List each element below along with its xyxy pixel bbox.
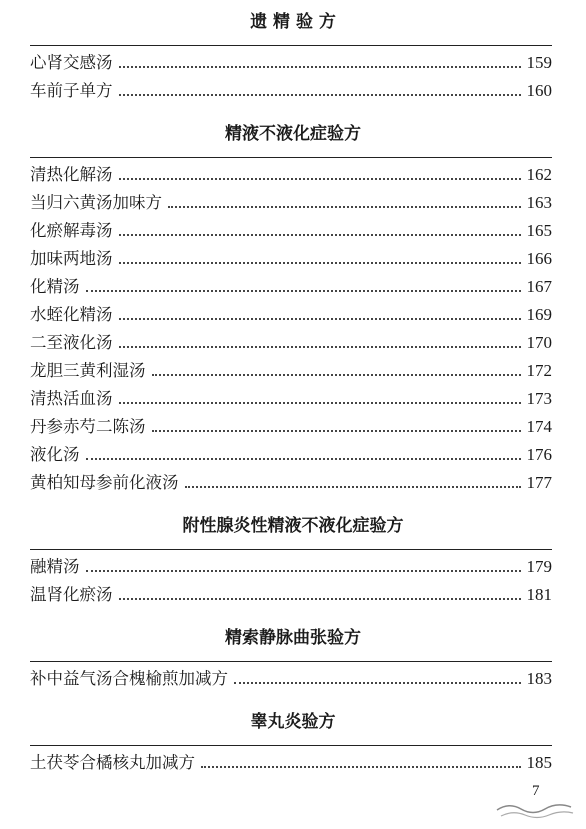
section-title: 附性腺炎性精液不液化症验方 bbox=[182, 516, 404, 536]
toc-entry[interactable] bbox=[30, 302, 552, 328]
entry-page: 169 bbox=[526, 305, 552, 324]
toc-entry[interactable] bbox=[30, 190, 552, 216]
entry-title: 化精汤 bbox=[30, 277, 80, 296]
entry-title: 心肾交感汤 bbox=[30, 53, 113, 72]
dot-leader bbox=[119, 66, 521, 68]
dot-leader bbox=[119, 598, 521, 600]
entry-page: 176 bbox=[526, 445, 552, 464]
dot-leader bbox=[152, 430, 521, 432]
dot-leader bbox=[119, 262, 521, 264]
dot-leader bbox=[119, 178, 521, 180]
dot-leader bbox=[86, 458, 521, 460]
entry-title: 当归六黄汤加味方 bbox=[30, 193, 162, 212]
dot-leader bbox=[86, 570, 521, 572]
entry-page: 167 bbox=[526, 277, 552, 296]
toc-entry[interactable] bbox=[30, 274, 552, 300]
dot-leader bbox=[119, 346, 521, 348]
section-divider bbox=[30, 549, 552, 550]
dot-leader bbox=[152, 374, 521, 376]
section-title: 精索静脉曲张验方 bbox=[225, 628, 361, 648]
entry-title: 融精汤 bbox=[30, 557, 80, 576]
entry-page: 181 bbox=[526, 585, 552, 604]
dot-leader bbox=[234, 682, 521, 684]
dot-leader bbox=[201, 766, 521, 768]
toc-entry[interactable] bbox=[30, 50, 552, 76]
entry-page: 166 bbox=[526, 249, 552, 268]
dot-leader bbox=[119, 402, 521, 404]
toc-entry[interactable] bbox=[30, 414, 552, 440]
entry-title: 水蛭化精汤 bbox=[30, 305, 113, 324]
entry-page: 163 bbox=[526, 193, 552, 212]
entry-title: 丹参赤芍二陈汤 bbox=[30, 417, 146, 436]
entry-page: 160 bbox=[526, 81, 552, 100]
section-title: 精液不液化症验方 bbox=[225, 124, 361, 144]
entry-page: 183 bbox=[526, 669, 552, 688]
section-title: 睾丸炎验方 bbox=[250, 712, 336, 732]
dot-leader bbox=[119, 234, 521, 236]
toc-entry[interactable] bbox=[30, 470, 552, 496]
entry-page: 159 bbox=[526, 53, 552, 72]
entry-title: 二至液化汤 bbox=[30, 333, 113, 352]
section-divider bbox=[30, 661, 552, 662]
dot-leader bbox=[119, 94, 521, 96]
toc-entry[interactable] bbox=[30, 358, 552, 384]
entry-page: 165 bbox=[526, 221, 552, 240]
entry-title: 龙胆三黄利湿汤 bbox=[30, 361, 146, 380]
page-number: 7 bbox=[532, 783, 540, 799]
entry-title: 补中益气汤合槐榆煎加减方 bbox=[30, 669, 228, 688]
entry-title: 液化汤 bbox=[30, 445, 80, 464]
toc-entry[interactable] bbox=[30, 442, 552, 468]
entry-title: 黄柏知母参前化液汤 bbox=[30, 473, 179, 492]
entry-title: 加味两地汤 bbox=[30, 249, 113, 268]
toc-entry[interactable] bbox=[30, 750, 552, 776]
toc-entry[interactable] bbox=[30, 554, 552, 580]
section-divider bbox=[30, 157, 552, 158]
toc-entry[interactable] bbox=[30, 218, 552, 244]
dot-leader bbox=[86, 290, 521, 292]
section-divider bbox=[30, 745, 552, 746]
wave-ornament-icon bbox=[495, 800, 575, 822]
entry-page: 170 bbox=[526, 333, 552, 352]
toc-entry[interactable] bbox=[30, 330, 552, 356]
dot-leader bbox=[185, 486, 521, 488]
dot-leader bbox=[168, 206, 521, 208]
entry-page: 174 bbox=[526, 417, 552, 436]
toc-entry[interactable] bbox=[30, 666, 552, 692]
toc-entry[interactable] bbox=[30, 582, 552, 608]
entry-page: 172 bbox=[526, 361, 552, 380]
entry-page: 179 bbox=[526, 557, 552, 576]
dot-leader bbox=[119, 318, 521, 320]
entry-page: 173 bbox=[526, 389, 552, 408]
entry-title: 化瘀解毒汤 bbox=[30, 221, 113, 240]
toc-entry[interactable] bbox=[30, 246, 552, 272]
entry-title: 土茯苓合橘核丸加减方 bbox=[30, 753, 195, 772]
section-divider bbox=[30, 45, 552, 46]
entry-title: 车前子单方 bbox=[30, 81, 113, 100]
entry-title: 清热化解汤 bbox=[30, 165, 113, 184]
entry-page: 162 bbox=[526, 165, 552, 184]
toc-entry[interactable] bbox=[30, 386, 552, 412]
entry-page: 185 bbox=[526, 753, 552, 772]
section-title: 遗 精 验 方 bbox=[250, 12, 336, 32]
entry-page: 177 bbox=[526, 473, 552, 492]
entry-title: 清热活血汤 bbox=[30, 389, 113, 408]
entry-title: 温肾化瘀汤 bbox=[30, 585, 113, 604]
toc-entry[interactable] bbox=[30, 162, 552, 188]
toc-entry[interactable] bbox=[30, 78, 552, 104]
